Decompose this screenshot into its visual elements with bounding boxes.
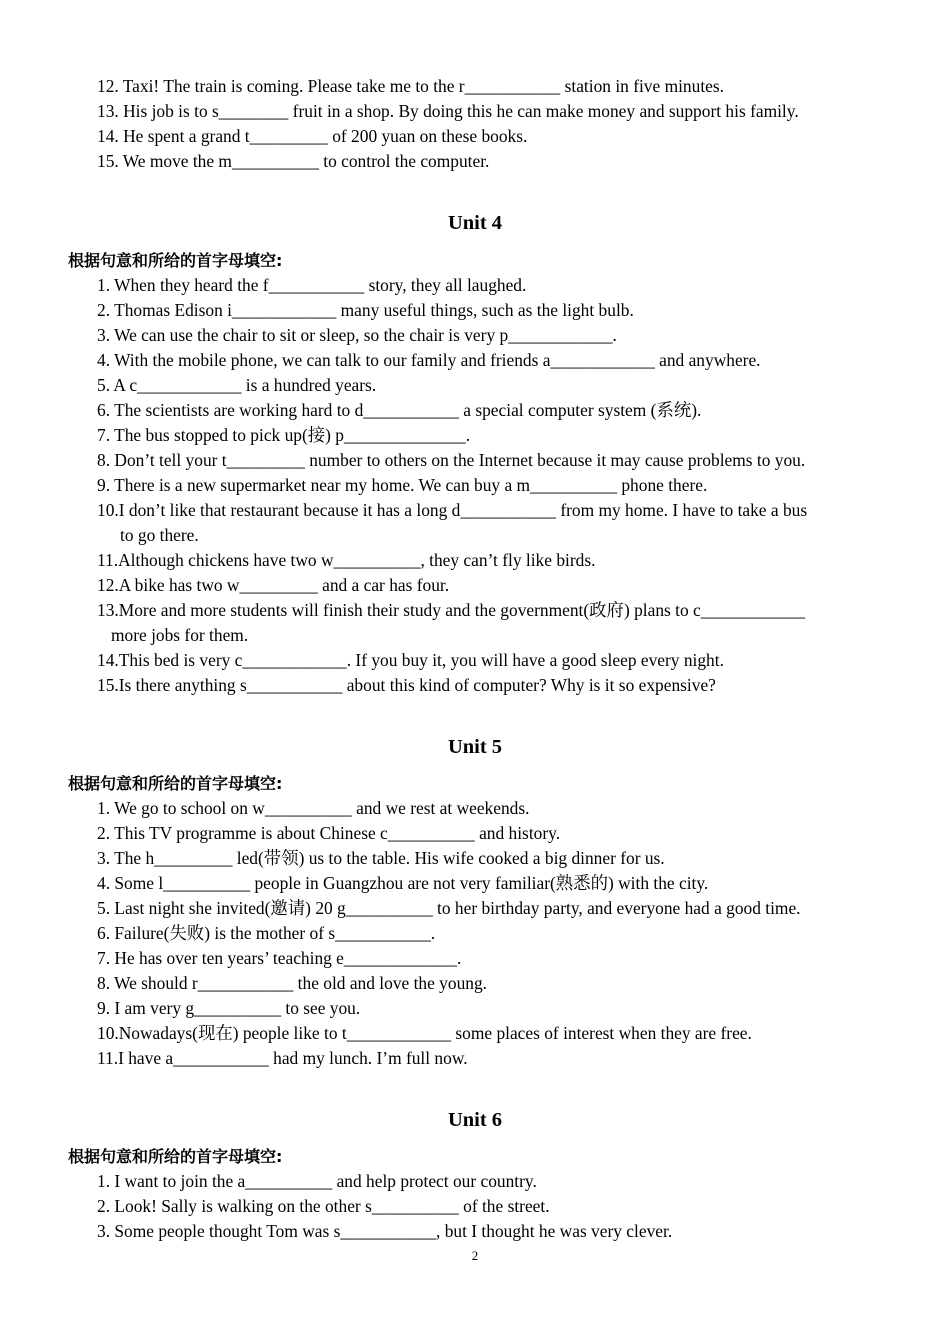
exercise-item: 2. Thomas Edison i____________ many useful things, such as the light bulb. bbox=[97, 300, 634, 320]
exercise-item: 14.This bed is very c____________. If you buy it, you will have a good sleep every night. bbox=[97, 650, 724, 670]
exercise-item: 4. With the mobile phone, we can talk to our family and friends a____________ and anywhere. bbox=[97, 350, 761, 370]
unit-6-title: Unit 6 bbox=[447, 1109, 503, 1131]
exercise-item: 14. He spent a grand t_________ of 200 yuan on these books. bbox=[97, 126, 528, 146]
exercise-item: 7. He has over ten years’ teaching e_____________. bbox=[97, 948, 462, 968]
exercise-item: 7. The bus stopped to pick up(接) p______________. bbox=[97, 425, 471, 445]
exercise-item: 12. Taxi! The train is coming. Please take me to the r___________ station in five minutes. bbox=[97, 76, 724, 96]
unit-5-title: Unit 5 bbox=[447, 736, 503, 758]
unit-4-title: Unit 4 bbox=[447, 212, 503, 234]
unit-5-instruction: 根据句意和所给的首字母填空: bbox=[68, 774, 283, 793]
exercise-item: 4. Some l__________ people in Guangzhou are not very familiar(熟悉的) with the city. bbox=[97, 873, 709, 893]
exercise-item: 15. We move the m__________ to control the computer. bbox=[97, 151, 490, 171]
exercise-item: 10.Nowadays(现在) people like to t____________ some places of interest when they are free. bbox=[97, 1023, 752, 1043]
exercise-item-continuation: to go there. bbox=[120, 525, 199, 545]
exercise-item: 1. We go to school on w__________ and we rest at weekends. bbox=[97, 798, 530, 818]
unit-6-instruction: 根据句意和所给的首字母填空: bbox=[68, 1147, 283, 1166]
exercise-item: 5. A c____________ is a hundred years. bbox=[97, 375, 377, 395]
exercise-item: 2. This TV programme is about Chinese c__________ and history. bbox=[97, 823, 561, 843]
exercise-item: 3. Some people thought Tom was s___________, but I thought he was very clever. bbox=[97, 1221, 673, 1241]
exercise-item: 13.More and more students will finish their study and the government(政府) plans to c____________ bbox=[97, 600, 806, 620]
exercise-item: 1. When they heard the f___________ story, they all laughed. bbox=[97, 275, 527, 295]
exercise-item: 3. We can use the chair to sit or sleep, so the chair is very p____________. bbox=[97, 325, 617, 345]
exercise-item: 8. Don’t tell your t_________ number to others on the Internet because it may cause problems to you. bbox=[97, 450, 806, 470]
exercise-item: 6. The scientists are working hard to d___________ a special computer system (系统). bbox=[97, 400, 702, 420]
exercise-item: 13. His job is to s________ fruit in a shop. By doing this he can make money and support his family. bbox=[97, 101, 799, 121]
exercise-item: 11.Although chickens have two w__________, they can’t fly like birds. bbox=[97, 550, 596, 570]
exercise-item: 11.I have a___________ had my lunch. I’m full now. bbox=[97, 1048, 468, 1068]
exercise-item: 15.Is there anything s___________ about this kind of computer? Why is it so expensive? bbox=[97, 675, 716, 695]
page-number: 2 bbox=[471, 1248, 479, 1263]
exercise-item: 10.I don’t like that restaurant because it has a long d___________ from my home. I have to take a bus bbox=[97, 500, 808, 520]
exercise-item: 5. Last night she invited(邀请) 20 g__________ to her birthday party, and everyone had a good time. bbox=[97, 898, 801, 918]
exercise-item: 6. Failure(失败) is the mother of s___________. bbox=[97, 923, 436, 943]
exercise-item: 9. I am very g__________ to see you. bbox=[97, 998, 361, 1018]
exercise-item: 1. I want to join the a__________ and help protect our country. bbox=[97, 1171, 537, 1191]
exercise-item: 8. We should r___________ the old and love the young. bbox=[97, 973, 488, 993]
exercise-item: 12.A bike has two w_________ and a car has four. bbox=[97, 575, 450, 595]
exercise-item-continuation: more jobs for them. bbox=[111, 625, 249, 645]
exercise-item: 2. Look! Sally is walking on the other s__________ of the street. bbox=[97, 1196, 550, 1216]
exercise-item: 9. There is a new supermarket near my home. We can buy a m__________ phone there. bbox=[97, 475, 708, 495]
unit-4-instruction: 根据句意和所给的首字母填空: bbox=[68, 251, 283, 270]
exercise-item: 3. The h_________ led(带领) us to the table. His wife cooked a big dinner for us. bbox=[97, 848, 665, 868]
